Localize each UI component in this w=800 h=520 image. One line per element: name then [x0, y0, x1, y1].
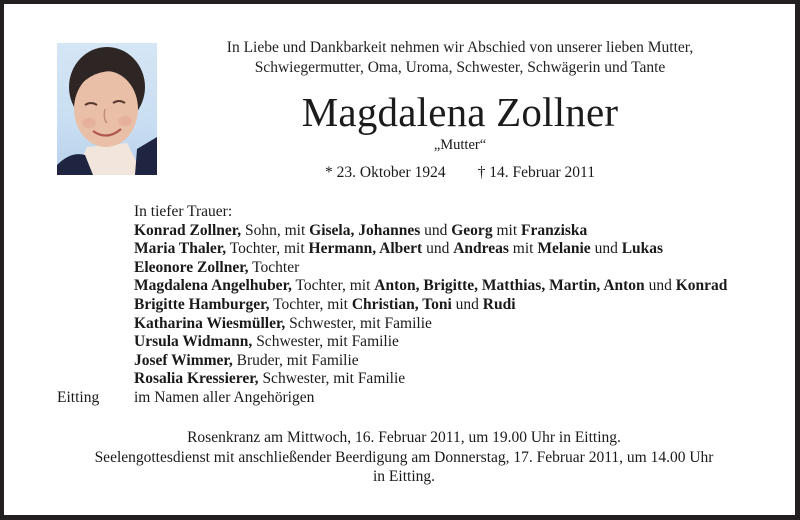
service-line: Rosenkranz am Mittwoch, 16. Februar 2011, um 19.00 Uhr in Eitting. — [187, 429, 621, 446]
death-date: † 14. Februar 2011 — [477, 164, 595, 181]
mourner-row — [134, 277, 774, 296]
mourner-name: Katharina Wiesmüller, — [134, 314, 286, 332]
mourner-relation: Bruder, mit Familie — [232, 351, 359, 369]
mourner-name: Georg — [451, 221, 493, 239]
mourner-row — [134, 222, 774, 241]
mourner-name: Christian, Toni — [351, 295, 452, 313]
mourner-name: Melanie — [537, 240, 591, 258]
mourner-name: Konrad — [675, 277, 728, 295]
service-details — [24, 428, 784, 487]
mourner-name: Anton, Brigitte, Matthias, Martin, Anton — [374, 277, 645, 295]
mourner-name: Lukas — [621, 240, 664, 258]
mourner-relation: und — [644, 277, 676, 295]
mourner-relation: mit — [492, 221, 521, 239]
mourner-row — [134, 259, 774, 278]
mourner-row — [134, 240, 774, 259]
mourner-name: Brigitte Hamburger, — [134, 295, 270, 313]
mourner-row — [134, 315, 774, 334]
mourner-relation: und — [422, 240, 454, 258]
mourner-name: Maria Thaler, — [134, 240, 227, 258]
mourner-name: Josef Wimmer, — [134, 351, 233, 369]
mourning-heading: In tiefer Trauer: — [134, 203, 233, 220]
mourner-relation: und — [420, 221, 452, 239]
mourner-relation: Tochter, mit — [226, 240, 309, 258]
intro-text — [170, 38, 750, 77]
deceased-name: Magdalena Zollner — [301, 89, 619, 135]
service-line: in Eitting. — [373, 468, 435, 485]
mourners-list — [134, 203, 774, 408]
mourner-relation: Sohn, mit — [241, 221, 310, 239]
mourner-row — [134, 370, 774, 389]
service-line: Seelengottesdienst mit anschließender Beerdigung am Donnerstag, 17. Februar 2011, um 14.00 Uhr — [94, 448, 714, 466]
mourner-relation: im Namen aller Angehörigen — [134, 388, 315, 406]
mourner-relation: Schwester, mit Familie — [252, 333, 399, 351]
mourner-relation: Schwester, mit Familie — [285, 314, 432, 332]
mourner-name: Konrad Zollner, — [134, 221, 242, 239]
portrait-image-icon — [57, 43, 157, 175]
mourner-relation: Tochter, mit — [291, 277, 375, 295]
mourner-name: Rosalia Kressierer, — [134, 370, 259, 388]
mourner-name: Magdalena Angelhuber, — [134, 277, 292, 295]
place-name: Eitting — [57, 389, 100, 406]
mourner-name: Hermann, Albert — [308, 240, 423, 258]
deceased-nickname: „Mutter“ — [433, 137, 487, 153]
life-dates — [170, 163, 750, 183]
mourner-relation: und — [590, 240, 622, 258]
mourner-relation: Tochter — [248, 258, 300, 276]
mourner-name: Ursula Widmann, — [134, 333, 253, 351]
intro-line: In Liebe und Dankbarkeit nehmen wir Abschied von unserer lieben Mutter, — [226, 39, 694, 56]
mourner-relation: Schwester, mit Familie — [258, 370, 406, 388]
mourner-row — [134, 296, 774, 315]
mourner-row — [134, 333, 774, 352]
mourner-name: Eleonore Zollner, — [134, 258, 249, 276]
intro-line: Schwiegermutter, Oma, Uroma, Schwester, Schwägerin und Tante — [254, 58, 666, 76]
mourner-name: Rudi — [482, 295, 516, 313]
mourner-name: Gisela, Johannes — [309, 221, 421, 239]
mourner-name: Franziska — [521, 221, 588, 239]
mourner-relation: und — [451, 295, 483, 313]
mourner-relation: Tochter, mit — [269, 295, 352, 313]
mourner-row — [134, 352, 774, 371]
mourner-name: Andreas — [453, 240, 509, 258]
birth-date: * 23. Oktober 1924 — [325, 164, 446, 181]
obituary-notice — [4, 4, 795, 515]
mourner-row — [134, 389, 774, 408]
portrait-photo — [57, 43, 157, 175]
mourner-relation: mit — [508, 240, 538, 258]
